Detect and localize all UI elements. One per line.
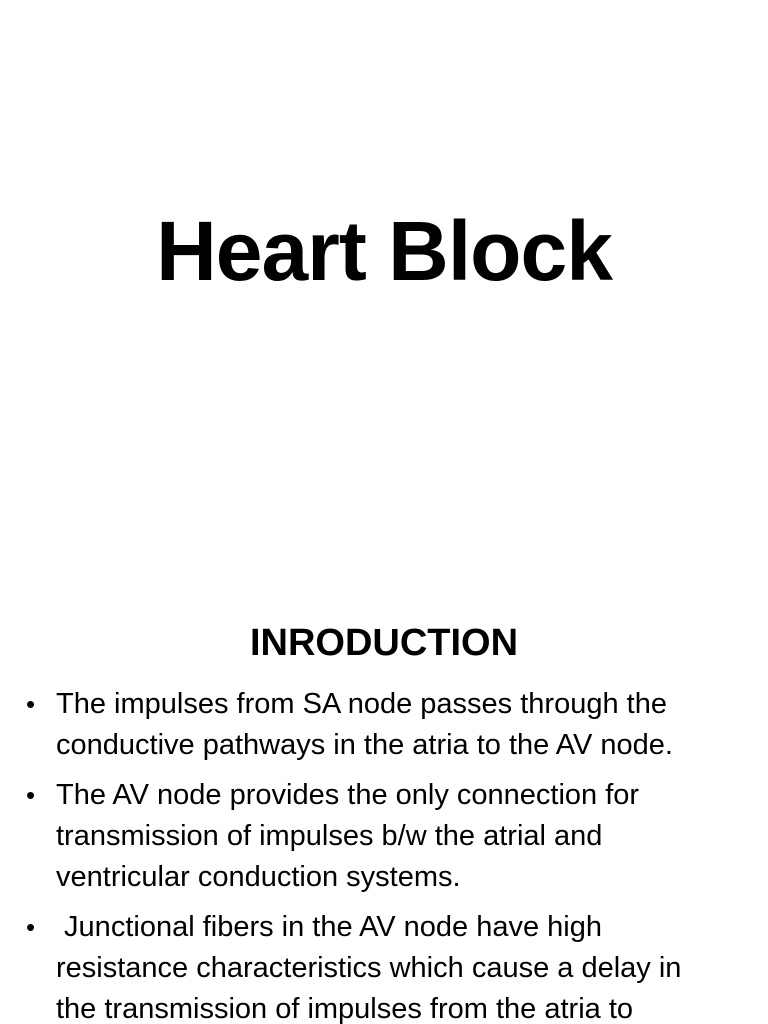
bullet-line: The impulses from SA node passes through the (56, 688, 667, 720)
bullet-line: The AV node provides the only connection for (56, 779, 640, 811)
bullet-list (0, 684, 740, 1024)
bullet-item (0, 775, 740, 898)
section-heading: INRODUCTION (249, 622, 519, 664)
bullet-dot-icon: • (26, 912, 36, 942)
bullet-line: ventricular conduction systems. (56, 861, 461, 893)
bullet-line: transmission of impulses b/w the atrial and (56, 820, 603, 852)
bullet-line: conductive pathways in the atria to the AV node. (56, 729, 673, 761)
bullet-line: the transmission of impulses from the atria to (56, 993, 634, 1024)
introduction-slide (0, 576, 768, 1024)
bullet-line: resistance characteristics which cause a delay in (56, 952, 682, 984)
slide-title: Heart Block (156, 204, 612, 298)
bullet-item (0, 907, 740, 1024)
bullet-dot-icon: • (26, 780, 36, 810)
bullet-line: Junctional fibers in the AV node have high (56, 911, 603, 943)
bullet-item (0, 684, 740, 766)
bullet-dot-icon: • (26, 689, 36, 719)
